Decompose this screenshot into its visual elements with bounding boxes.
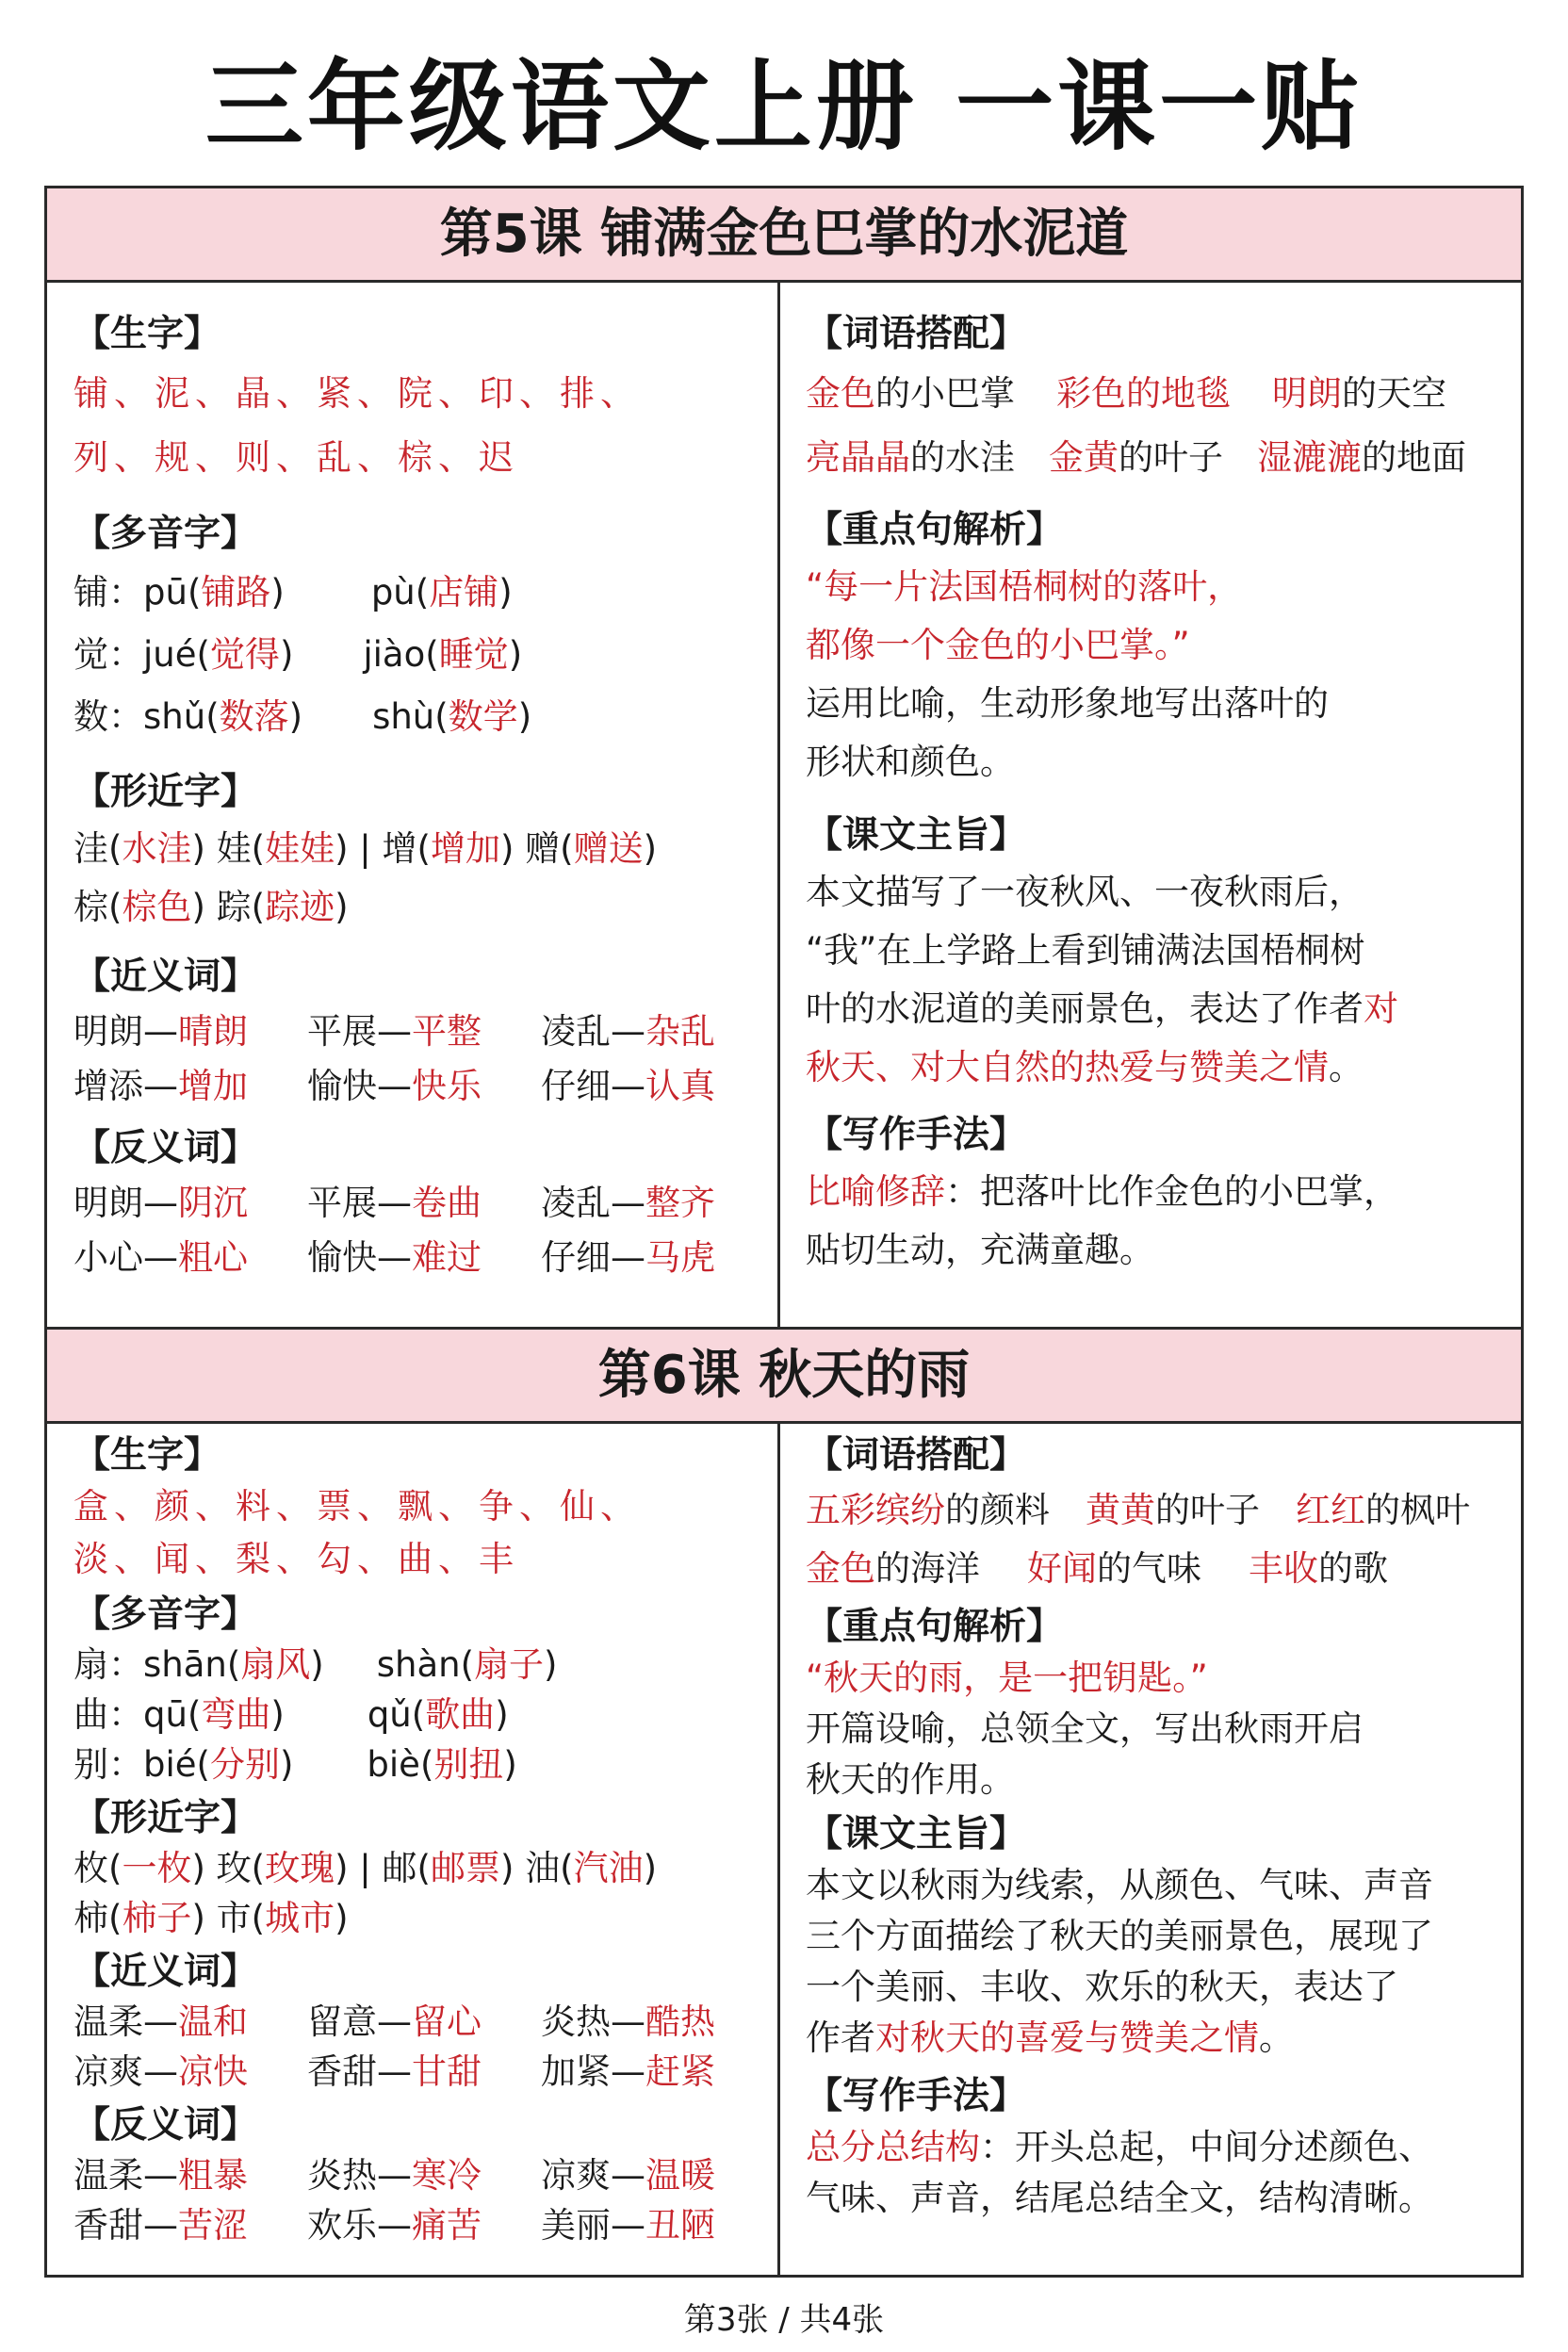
antonym: 卷曲 — [412, 1183, 482, 1223]
word: 炎热— — [307, 2155, 412, 2196]
l5-duoyin-row: 觉：jué(觉得) jiào(睡觉) — [74, 634, 523, 675]
antonym: 马虎 — [645, 1237, 715, 1278]
lesson6-left-column — [74, 1430, 771, 2250]
pinyin: pù — [370, 572, 416, 612]
collocation-rest: 的枫叶 — [1365, 1490, 1470, 1530]
l6-zhuzhi-line: 本文以秋雨为线索，从颜色、气味、声音 — [806, 1865, 1433, 1905]
antonym: 苦涩 — [178, 2205, 248, 2246]
collocation-key: 五彩缤纷 — [806, 1490, 945, 1530]
l6-juzi-explain: 开篇设喻，总领全文，写出秋雨开启 — [806, 1708, 1364, 1749]
l6-zhuzhi-line: 三个方面描绘了秋天的美丽景色，展现了 — [806, 1916, 1433, 1956]
l6-jinyi-row — [74, 2047, 771, 2097]
l6-duoyin-row: 曲：qū(弯曲) qǔ(歌曲) — [74, 1694, 509, 1735]
l5-fanyi-row — [74, 1231, 771, 1285]
l5-juzi-quote: 都像一个金色的小巴掌。” — [806, 625, 1190, 665]
l5-xingjin-heading: 【形近字】 — [74, 771, 258, 813]
pinyin: shàn — [376, 1644, 461, 1685]
l6-xingjin-row: 柿(柿子) 市(城市) — [74, 1898, 349, 1938]
xingjin-word: 水洼 — [122, 828, 192, 869]
duoyin-char: 扇： — [74, 1644, 143, 1685]
xingjin-word: 玫瑰 — [265, 1848, 335, 1888]
word: 美丽— — [541, 2205, 645, 2246]
collocation-rest: 的气味 — [1097, 1548, 1201, 1589]
duoyin-word: 弯曲 — [201, 1694, 271, 1735]
duoyin-char: 铺： — [74, 572, 143, 612]
lesson6-divider — [777, 1424, 780, 2275]
xingjin-word: 城市 — [265, 1898, 335, 1938]
xingjin-word: 棕色 — [122, 887, 192, 927]
xingjin-word: 娃娃 — [265, 828, 335, 869]
collocation-key: 黄黄 — [1086, 1490, 1155, 1530]
technique-name: 比喻修辞 — [806, 1171, 945, 1212]
xingjin-word: 踪迹 — [265, 887, 335, 927]
xingjin-char: 市 — [216, 1898, 252, 1938]
xingjin-char: 踪 — [216, 887, 252, 927]
duoyin-word: 数学 — [448, 696, 518, 737]
word: 香甜— — [307, 2051, 412, 2092]
l6-xiezuo-line — [806, 2122, 1512, 2173]
collocation-key: 湿漉漉 — [1257, 437, 1362, 478]
synonym: 增加 — [178, 1066, 248, 1106]
pinyin: shǔ — [143, 696, 206, 737]
l5-juzi-explain: 形状和颜色。 — [806, 742, 1015, 782]
pinyin: jué — [143, 634, 197, 675]
xingjin-char: 枚 — [74, 1848, 108, 1888]
collocation-key: 丰收 — [1249, 1548, 1318, 1589]
l6-ciyu-row — [806, 1540, 1512, 1598]
l6-duoyin-row: 扇：shān(扇风) shàn(扇子) — [74, 1644, 558, 1685]
word: 凌乱— — [541, 1183, 645, 1223]
pinyin: shù — [372, 696, 435, 737]
word: 凉爽— — [74, 2051, 178, 2092]
xingjin-char: 油 — [525, 1848, 561, 1888]
l6-xiezuo-heading: 【写作手法】 — [806, 2075, 1027, 2117]
word: 加紧— — [541, 2051, 645, 2092]
l5-zhuzhi-line: “我”在上学路上看到铺满法国梧桐树 — [806, 930, 1365, 971]
l6-zhuzhi-line — [806, 2013, 1512, 2064]
l5-zhuzhi-line — [806, 980, 1512, 1038]
collocation-rest: 的水洼 — [910, 437, 1015, 478]
separator: | — [359, 828, 371, 869]
pinyin: bié — [143, 1744, 197, 1785]
synonym: 酷热 — [645, 2001, 715, 2042]
pinyin: biè — [367, 1744, 420, 1785]
l6-xingjin-row: 枚(一枚) 玫(玫瑰) | 邮(邮票) 油(汽油) — [74, 1848, 658, 1888]
antonym: 温暖 — [645, 2155, 715, 2196]
pinyin: qū — [143, 1694, 188, 1735]
technique-name: 总分总结构 — [806, 2127, 980, 2167]
l6-ciyu-heading: 【词语搭配】 — [806, 1434, 1027, 1477]
l5-jinyi-row — [74, 1059, 771, 1114]
highlight: 对秋天的喜爱与赞美之情 — [875, 2017, 1259, 2058]
collocation-rest: 的叶子 — [1119, 437, 1223, 478]
l5-zhuzhi-line: 本文描写了一夜秋风、一夜秋雨后， — [806, 872, 1364, 912]
duoyin-char: 别： — [74, 1744, 143, 1785]
collocation-key: 金色 — [806, 373, 875, 414]
l5-ciyu-heading: 【词语搭配】 — [806, 313, 1027, 355]
duoyin-char: 数： — [74, 696, 143, 737]
separator: | — [359, 1848, 371, 1888]
l6-xingjin-heading: 【形近字】 — [74, 1797, 258, 1839]
l5-juzi-quote: “每一片法国梧桐树的落叶， — [806, 566, 1243, 607]
duoyin-word: 觉得 — [209, 634, 280, 675]
antonym: 寒冷 — [412, 2155, 482, 2196]
text: 作者 — [806, 2017, 875, 2058]
l5-zhuzhi-line — [806, 1038, 1512, 1097]
synonym: 认真 — [645, 1066, 715, 1106]
l5-ciyu-row — [806, 426, 1512, 490]
pinyin: qǔ — [367, 1694, 412, 1735]
text: 。 — [1329, 1047, 1364, 1087]
l5-duoyin-heading: 【多音字】 — [74, 513, 258, 555]
xingjin-char: 棕 — [74, 887, 108, 927]
duoyin-word: 别扭 — [433, 1744, 504, 1785]
duoyin-word: 分别 — [209, 1744, 280, 1785]
word: 增添— — [74, 1066, 178, 1106]
collocation-key: 彩色的地毯 — [1056, 373, 1231, 414]
xingjin-char: 娃 — [216, 828, 252, 869]
l6-duoyin-row: 别：bié(分别) biè(别扭) — [74, 1744, 517, 1785]
l6-fanyi-heading: 【反义词】 — [74, 2104, 258, 2147]
l5-duoyin-row: 铺：pū(铺路) pù(店铺) — [74, 572, 513, 612]
collocation-rest: 的天空 — [1342, 373, 1446, 414]
word: 欢乐— — [307, 2205, 412, 2246]
antonym: 整齐 — [645, 1183, 715, 1223]
collocation-key: 金黄 — [1049, 437, 1119, 478]
page-counter: 第3张 / 共4张 — [683, 2301, 885, 2339]
lesson5-right-column — [806, 300, 1512, 1280]
synonym: 平整 — [412, 1011, 482, 1052]
synonym: 赶紧 — [645, 2051, 715, 2092]
lesson5-title: 第5课 铺满金色巴掌的水泥道 — [47, 188, 1521, 283]
l6-juzi-quote: “秋天的雨，是一把钥匙。” — [806, 1658, 1208, 1698]
l6-xiezuo-line: 气味、声音，结尾总结全文，结构清晰。 — [806, 2178, 1433, 2218]
l6-juzi-heading: 【重点句解析】 — [806, 1606, 1064, 1648]
xingjin-word: 赠送 — [573, 828, 644, 869]
l5-xingjin-row: 洼(水洼) 娃(娃娃) | 增(增加) 赠(赠送) — [74, 828, 658, 869]
collocation-rest: 的颜料 — [945, 1490, 1050, 1530]
l5-jinyi-heading: 【近义词】 — [74, 956, 258, 998]
pinyin: pū — [143, 572, 188, 612]
page-title: 三年级语文上册 一课一贴 — [204, 49, 1364, 164]
collocation-rest: 的地面 — [1362, 437, 1466, 478]
xingjin-char: 增 — [382, 828, 417, 869]
text: 。 — [1259, 2017, 1294, 2058]
xingjin-char: 邮 — [382, 1848, 417, 1888]
antonym: 难过 — [412, 1237, 482, 1278]
word: 温柔— — [74, 2155, 178, 2196]
pinyin: jiào — [363, 634, 426, 675]
antonym: 痛苦 — [412, 2205, 482, 2246]
word: 平展— — [307, 1183, 412, 1223]
text: 叶的水泥道的美丽景色，表达了作者 — [806, 988, 1364, 1029]
l5-jinyi-row — [74, 1004, 771, 1059]
l6-juzi-explain: 秋天的作用。 — [806, 1759, 1015, 1800]
l6-shengzi-line: 盒、颜、料、票、飘、争、仙、 — [74, 1486, 641, 1527]
duoyin-char: 觉： — [74, 634, 143, 675]
collocation-rest: 的海洋 — [875, 1548, 980, 1589]
lesson6-title: 第6课 秋天的雨 — [47, 1327, 1521, 1424]
duoyin-word: 扇风 — [240, 1644, 311, 1685]
duoyin-word: 睡觉 — [438, 634, 509, 675]
l6-fanyi-row — [74, 2200, 771, 2250]
duoyin-word: 店铺 — [429, 572, 499, 612]
word: 愉快— — [307, 1237, 412, 1278]
collocation-key: 好闻 — [1027, 1548, 1097, 1589]
text: ：把落叶比作金色的小巴掌， — [945, 1171, 1398, 1212]
text: ：开头总起，中间分述颜色、 — [980, 2127, 1433, 2167]
duoyin-char: 曲： — [74, 1694, 143, 1735]
l5-xingjin-row: 棕(棕色) 踪(踪迹) — [74, 887, 349, 927]
l5-shengzi-heading: 【生字】 — [74, 313, 221, 355]
l5-duoyin-row: 数：shǔ(数落) shù(数学) — [74, 696, 532, 737]
synonym: 晴朗 — [178, 1011, 248, 1052]
collocation-key: 红红 — [1296, 1490, 1365, 1530]
collocation-rest: 的歌 — [1318, 1548, 1388, 1589]
l6-jinyi-row — [74, 1997, 771, 2047]
l5-zhuzhi-heading: 【课文主旨】 — [806, 814, 1027, 857]
synonym: 温和 — [178, 2001, 248, 2042]
xingjin-word: 柿子 — [122, 1898, 192, 1938]
l6-zhuzhi-heading: 【课文主旨】 — [806, 1813, 1027, 1855]
word: 凌乱— — [541, 1011, 645, 1052]
word: 明朗— — [74, 1011, 178, 1052]
word: 香甜— — [74, 2205, 178, 2246]
l6-shengzi-line: 淡、闻、梨、勾、曲、丰 — [74, 1539, 519, 1579]
word: 明朗— — [74, 1183, 178, 1223]
lesson5-divider — [777, 283, 780, 1327]
l5-shengzi-line: 铺、泥、晶、紧、院、印、排、 — [74, 373, 641, 414]
content-frame — [44, 186, 1524, 2278]
word: 愉快— — [307, 1066, 412, 1106]
l5-shengzi-line: 列、规、则、乱、棕、迟 — [74, 437, 519, 478]
highlight: 对 — [1364, 988, 1398, 1029]
l5-xiezuo-line — [806, 1163, 1512, 1221]
l5-ciyu-row — [806, 362, 1512, 426]
synonym: 留心 — [412, 2001, 482, 2042]
duoyin-word: 数落 — [219, 696, 289, 737]
collocation-key: 金色 — [806, 1548, 875, 1589]
l5-juzi-heading: 【重点句解析】 — [806, 509, 1064, 551]
pinyin: shān — [143, 1644, 227, 1685]
l5-fanyi-row — [74, 1176, 771, 1231]
antonym: 粗暴 — [178, 2155, 248, 2196]
xingjin-char: 柿 — [74, 1898, 108, 1938]
xingjin-char: 赠 — [525, 828, 561, 869]
lesson5-left-column — [74, 300, 771, 1285]
duoyin-word: 铺路 — [201, 572, 271, 612]
word: 凉爽— — [541, 2155, 645, 2196]
l6-ciyu-row — [806, 1481, 1512, 1540]
antonym: 阴沉 — [178, 1183, 248, 1223]
xingjin-word: 汽油 — [573, 1848, 644, 1888]
synonym: 杂乱 — [645, 1011, 715, 1052]
word: 炎热— — [541, 2001, 645, 2042]
synonym: 凉快 — [178, 2051, 248, 2092]
lesson6-right-column — [806, 1430, 1512, 2224]
l5-juzi-explain: 运用比喻，生动形象地写出落叶的 — [806, 683, 1329, 724]
word: 小心— — [74, 1237, 178, 1278]
duoyin-word: 歌曲 — [425, 1694, 496, 1735]
word: 仔细— — [541, 1066, 645, 1106]
word: 温柔— — [74, 2001, 178, 2042]
xingjin-word: 一枚 — [122, 1848, 192, 1888]
l6-shengzi-heading: 【生字】 — [74, 1434, 221, 1477]
collocation-rest: 的小巴掌 — [875, 373, 1015, 414]
l5-fanyi-heading: 【反义词】 — [74, 1127, 258, 1169]
collocation-key: 明朗 — [1272, 373, 1342, 414]
l5-xiezuo-line: 贴切生动，充满童趣。 — [806, 1230, 1154, 1270]
word: 留意— — [307, 2001, 412, 2042]
l6-fanyi-row — [74, 2150, 771, 2200]
xingjin-char: 玫 — [216, 1848, 252, 1888]
synonym: 快乐 — [412, 1066, 482, 1106]
antonym: 丑陋 — [645, 2205, 715, 2246]
highlight: 秋天、对大自然的热爱与赞美之情 — [806, 1047, 1329, 1087]
collocation-key: 亮晶晶 — [806, 437, 910, 478]
collocation-rest: 的叶子 — [1155, 1490, 1260, 1530]
word: 仔细— — [541, 1237, 645, 1278]
xingjin-word: 邮票 — [430, 1848, 500, 1888]
l6-jinyi-heading: 【近义词】 — [74, 1951, 258, 1993]
l5-xiezuo-heading: 【写作手法】 — [806, 1114, 1027, 1156]
l6-duoyin-heading: 【多音字】 — [74, 1593, 258, 1636]
synonym: 甘甜 — [412, 2051, 482, 2092]
l6-zhuzhi-line: 一个美丽、丰收、欢乐的秋天，表达了 — [806, 1967, 1398, 2007]
duoyin-word: 扇子 — [474, 1644, 545, 1685]
xingjin-word: 增加 — [430, 828, 500, 869]
xingjin-char: 洼 — [74, 828, 108, 869]
word: 平展— — [307, 1011, 412, 1052]
antonym: 粗心 — [178, 1237, 248, 1278]
